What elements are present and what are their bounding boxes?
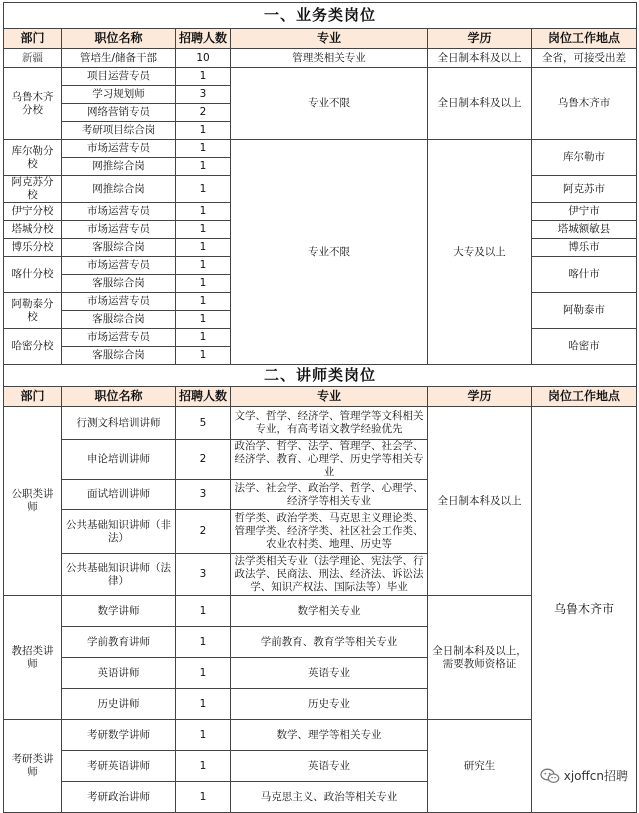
job-cell: 客服综合岗 (62, 239, 176, 257)
place-cell: 塔城额敏县 (532, 221, 637, 239)
count-cell: 1 (176, 596, 231, 627)
count-cell: 1 (176, 347, 231, 365)
table-row (4, 68, 637, 86)
dept-cell: 喀什分校 (4, 257, 62, 293)
job-cell: 项目运营专员 (62, 68, 176, 86)
place-cell: 乌鲁木齐市 (532, 68, 637, 140)
count-cell: 3 (176, 554, 231, 596)
count-cell: 1 (176, 782, 231, 813)
recruitment-table (3, 2, 637, 813)
count-cell: 1 (176, 627, 231, 658)
header-dept: 部门 (4, 387, 62, 407)
count-cell: 1 (176, 751, 231, 782)
major-cell: 英语专业 (231, 751, 428, 782)
dept-cell: 考研类讲师 (4, 720, 62, 813)
dept-cell: 塔城分校 (4, 221, 62, 239)
job-cell: 考研政治讲师 (62, 782, 176, 813)
wechat-icon (540, 768, 560, 784)
job-cell: 市场运营专员 (62, 221, 176, 239)
count-cell: 2 (176, 510, 231, 554)
major-cell: 数学、理学等相关专业 (231, 720, 428, 751)
count-cell: 5 (176, 407, 231, 440)
dept-cell: 新疆 (4, 49, 62, 68)
header-place: 岗位工作地点 (532, 29, 637, 49)
count-cell: 1 (176, 689, 231, 720)
job-cell: 客服综合岗 (62, 311, 176, 329)
header-count: 招聘人数 (176, 387, 231, 407)
header-count: 招聘人数 (176, 29, 231, 49)
dept-cell: 库尔勒分校 (4, 140, 62, 176)
count-cell: 1 (176, 311, 231, 329)
major-cell: 数学相关专业 (231, 596, 428, 627)
count-cell: 1 (176, 68, 231, 86)
header-dept: 部门 (4, 29, 62, 49)
major-cell: 法学、社会学、政治学、哲学、心理学、经济学等相关专业 (231, 480, 428, 510)
count-cell: 1 (176, 275, 231, 293)
section-title-row (4, 365, 637, 387)
job-cell: 市场运营专员 (62, 257, 176, 275)
count-cell: 1 (176, 176, 231, 203)
edu-cell: 研究生 (428, 720, 532, 813)
count-cell: 1 (176, 329, 231, 347)
major-cell: 管理类相关专业 (231, 49, 428, 68)
major-cell: 法学类相关专业（法学理论、宪法学、行政法学、民商法、刑法、经济法、诉讼法学、知识产权法、国际法等）毕业 (231, 554, 428, 596)
business-header-row (4, 29, 637, 49)
section-title-business: 一、业务类岗位 (4, 3, 637, 29)
table-row (4, 49, 637, 68)
dept-cell: 公职类讲师 (4, 407, 62, 596)
header-edu: 学历 (428, 29, 532, 49)
watermark (537, 766, 631, 785)
major-cell: 哲学类、政治学类、马克思主义理论类、管理学类、经济学类、社区社会工作类、农业农村类、地理、历史等 (231, 510, 428, 554)
job-cell: 市场运营专员 (62, 140, 176, 158)
count-cell: 2 (176, 104, 231, 122)
job-cell: 学习规划师 (62, 86, 176, 104)
job-cell: 市场运营专员 (62, 203, 176, 221)
count-cell: 1 (176, 158, 231, 176)
place-cell: 喀什市 (532, 257, 637, 293)
count-cell: 1 (176, 221, 231, 239)
dept-cell: 教招类讲师 (4, 596, 62, 720)
edu-cell: 全日制本科及以上 (428, 49, 532, 68)
edu-cell: 大专及以上 (428, 140, 532, 365)
job-cell: 管培生/储备干部 (62, 49, 176, 68)
section-title-lecturer: 二、讲师类岗位 (4, 365, 637, 387)
major-cell: 文学、哲学、经济学、管理学等文科相关专业，有高考语文教学经验优先 (231, 407, 428, 440)
header-job: 职位名称 (62, 29, 176, 49)
place-cell: 伊宁市 (532, 203, 637, 221)
header-job: 职位名称 (62, 387, 176, 407)
job-cell: 考研项目综合岗 (62, 122, 176, 140)
job-cell: 数学讲师 (62, 596, 176, 627)
job-cell: 历史讲师 (62, 689, 176, 720)
major-cell: 专业不限 (231, 68, 428, 140)
place-cell: 哈密市 (532, 329, 637, 365)
table-row (4, 140, 637, 158)
place-cell: 乌鲁木齐市 (532, 407, 637, 813)
job-cell: 客服综合岗 (62, 275, 176, 293)
dept-cell: 哈密分校 (4, 329, 62, 365)
header-place: 岗位工作地点 (532, 387, 637, 407)
job-cell: 公共基础知识讲师（非法） (62, 510, 176, 554)
count-cell: 1 (176, 239, 231, 257)
dept-cell: 伊宁分校 (4, 203, 62, 221)
count-cell: 1 (176, 658, 231, 689)
count-cell: 1 (176, 720, 231, 751)
edu-cell: 全日制本科及以上，需要教师资格证 (428, 596, 532, 720)
header-edu: 学历 (428, 387, 532, 407)
count-cell: 1 (176, 293, 231, 311)
dept-cell: 阿克苏分校 (4, 176, 62, 203)
lecturer-header-row (4, 387, 637, 407)
major-cell: 英语专业 (231, 658, 428, 689)
major-cell: 马克思主义、政治等相关专业 (231, 782, 428, 813)
major-cell: 学前教育、教育学等相关专业 (231, 627, 428, 658)
major-cell: 专业不限 (231, 140, 428, 365)
dept-cell: 阿勒泰分校 (4, 293, 62, 329)
job-cell: 行测文科培训讲师 (62, 407, 176, 440)
place-cell: 阿勒泰市 (532, 293, 637, 329)
job-cell: 公共基础知识讲师（法律） (62, 554, 176, 596)
table-row (4, 407, 637, 440)
section-title-row (4, 3, 637, 29)
recruitment-document (3, 2, 636, 813)
major-cell: 历史专业 (231, 689, 428, 720)
count-cell: 1 (176, 122, 231, 140)
count-cell: 3 (176, 86, 231, 104)
place-cell: 阿克苏市 (532, 176, 637, 203)
place-cell: 博乐市 (532, 239, 637, 257)
dept-cell: 乌鲁木齐分校 (4, 68, 62, 140)
header-major: 专业 (231, 387, 428, 407)
job-cell: 客服综合岗 (62, 347, 176, 365)
count-cell: 1 (176, 257, 231, 275)
job-cell: 考研英语讲师 (62, 751, 176, 782)
dept-cell: 博乐分校 (4, 239, 62, 257)
job-cell: 市场运营专员 (62, 329, 176, 347)
job-cell: 网推综合岗 (62, 158, 176, 176)
watermark-text: xjoffcn招聘 (563, 769, 628, 783)
count-cell: 3 (176, 480, 231, 510)
place-cell: 库尔勒市 (532, 140, 637, 176)
count-cell: 10 (176, 49, 231, 68)
job-cell: 网推综合岗 (62, 176, 176, 203)
job-cell: 英语讲师 (62, 658, 176, 689)
count-cell: 1 (176, 203, 231, 221)
job-cell: 网络营销专员 (62, 104, 176, 122)
edu-cell: 全日制本科及以上 (428, 68, 532, 140)
job-cell: 考研数学讲师 (62, 720, 176, 751)
major-cell: 政治学、哲学、法学、管理学、社会学、经济学、教育、心理学、历史学等相关专业 (231, 440, 428, 480)
place-cell: 全省，可接受出差 (532, 49, 637, 68)
job-cell: 市场运营专员 (62, 293, 176, 311)
job-cell: 申论培训讲师 (62, 440, 176, 480)
edu-cell: 全日制本科及以上 (428, 407, 532, 596)
job-cell: 学前教育讲师 (62, 627, 176, 658)
count-cell: 1 (176, 140, 231, 158)
header-major: 专业 (231, 29, 428, 49)
job-cell: 面试培训讲师 (62, 480, 176, 510)
count-cell: 2 (176, 440, 231, 480)
